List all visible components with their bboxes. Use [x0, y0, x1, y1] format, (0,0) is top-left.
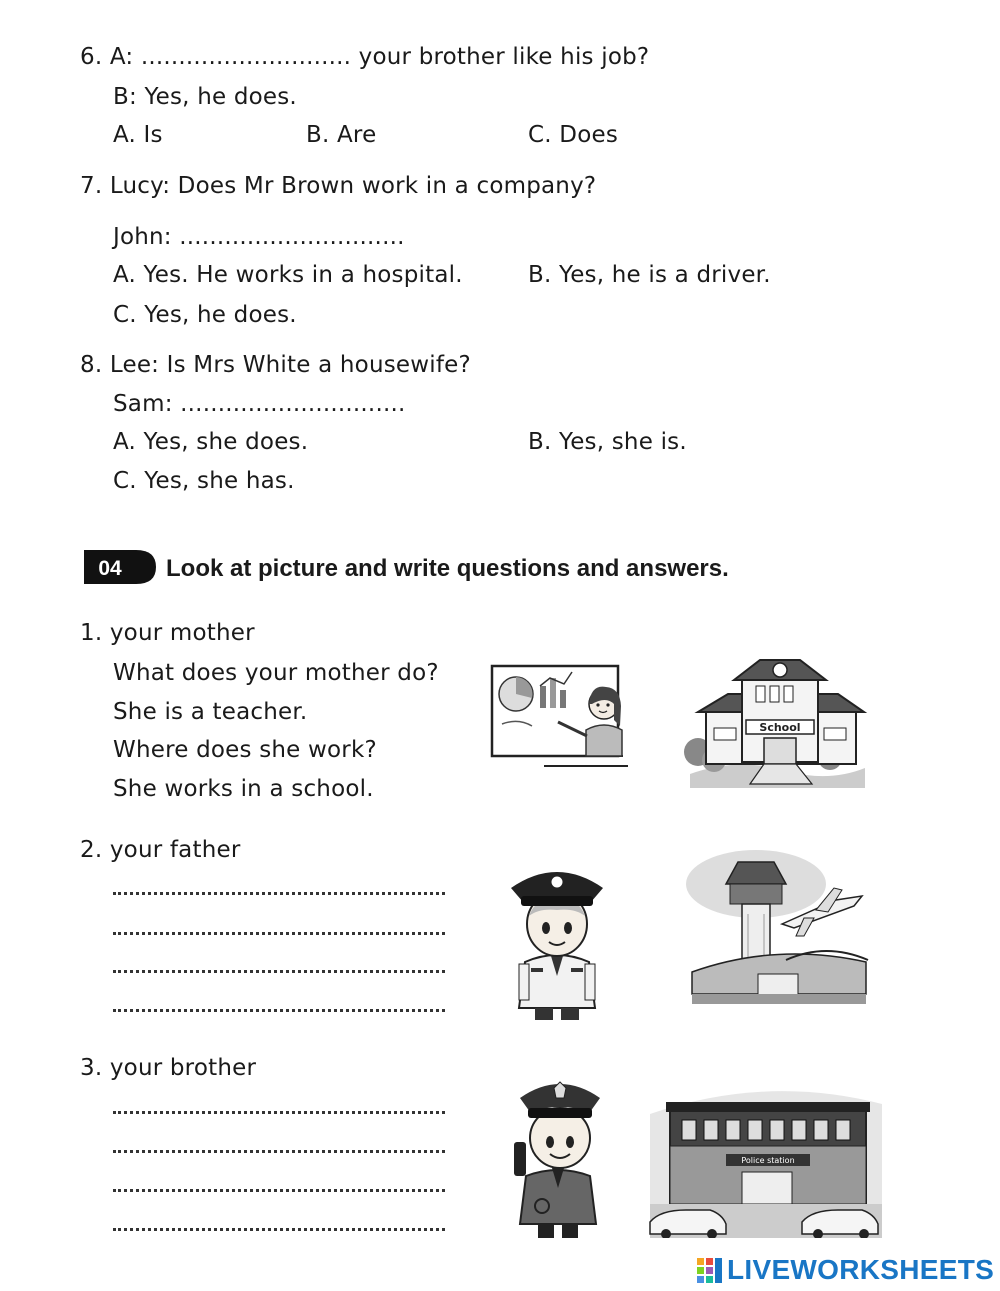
section-number-badge — [84, 550, 156, 584]
q6-reply: B: Yes, he does. — [113, 84, 297, 110]
q7-option-a[interactable]: A. Yes. He works in a hospital. — [113, 262, 463, 288]
teacher-illustration — [488, 660, 638, 772]
police-officer-illustration — [508, 1072, 608, 1242]
police-station-illustration — [646, 1074, 886, 1238]
item1-label: 1. your mother — [80, 620, 255, 646]
q6-prompt: 6. A: ............................ your brother like his job? — [80, 44, 650, 70]
item1-line-2: She is a teacher. — [113, 699, 308, 725]
q6-option-a[interactable]: A. Is — [113, 122, 163, 148]
school-illustration — [680, 648, 870, 794]
item1-line-4: She works in a school. — [113, 776, 374, 802]
item3-label: 3. your brother — [80, 1055, 257, 1081]
q8-prompt: 8. Lee: Is Mrs White a housewife? — [80, 352, 471, 378]
pilot-illustration — [505, 858, 609, 1022]
q6-option-c[interactable]: C. Does — [528, 122, 618, 148]
q7-option-c[interactable]: C. Yes, he does. — [113, 302, 297, 328]
item3-answer-line-1[interactable] — [113, 1111, 445, 1114]
q8-option-b[interactable]: B. Yes, she is. — [528, 429, 687, 455]
item2-answer-line-4[interactable] — [113, 1009, 445, 1012]
q7-prompt: 7. Lucy: Does Mr Brown work in a company? — [80, 173, 597, 199]
liveworksheets-logo — [697, 1254, 994, 1286]
item1-line-1: What does your mother do? — [113, 660, 439, 686]
q6-option-b[interactable]: B. Are — [306, 122, 377, 148]
item2-label: 2. your father — [80, 837, 241, 863]
school-sign: School — [759, 721, 801, 734]
item2-answer-line-3[interactable] — [113, 970, 445, 973]
liveworksheets-logo-icon — [697, 1256, 723, 1284]
q7-option-b[interactable]: B. Yes, he is a driver. — [528, 262, 771, 288]
item3-answer-line-2[interactable] — [113, 1150, 445, 1153]
police-station-sign: Police station — [741, 1156, 795, 1165]
q7-reply: John: .............................. — [113, 224, 405, 250]
section-number: 04 — [98, 557, 122, 580]
brand-name: LIVEWORKSHEETS — [727, 1254, 995, 1285]
q8-option-a[interactable]: A. Yes, she does. — [113, 429, 309, 455]
item2-answer-line-2[interactable] — [113, 932, 445, 935]
q8-reply: Sam: .............................. — [113, 391, 406, 417]
item3-answer-line-3[interactable] — [113, 1189, 445, 1192]
q8-option-c[interactable]: C. Yes, she has. — [113, 468, 295, 494]
item3-answer-line-4[interactable] — [113, 1228, 445, 1231]
item1-line-3: Where does she work? — [113, 737, 377, 763]
item2-answer-line-1[interactable] — [113, 892, 445, 895]
airport-illustration — [686, 844, 872, 1012]
section-title: Look at picture and write questions and answers. — [166, 555, 729, 582]
